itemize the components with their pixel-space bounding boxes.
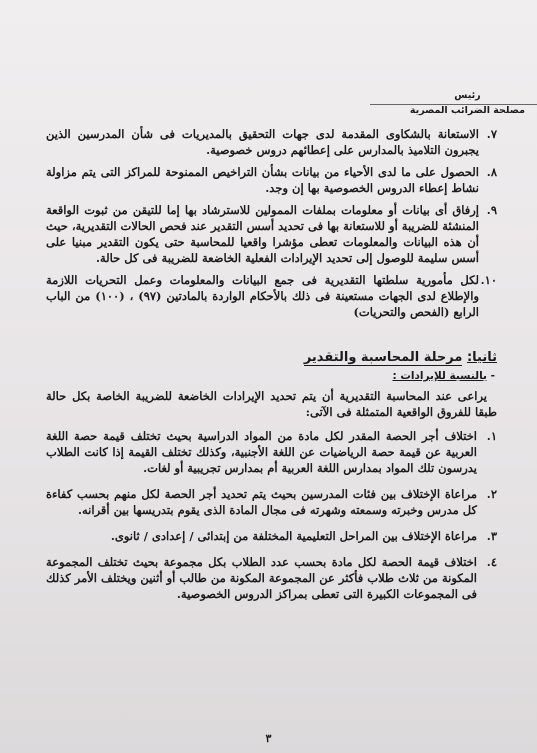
list-item-text: لكل مأمورية سلطتها التقديرية فى جمع البيانات والمعلومات وعمل التحريات اللازمة والإطلاع لدى الجهات مستعينة فى ذلك بالأحكام الواردة بالمادتين (٩٧) ، (١٠٠) من الباب الرابع (الفحص والتحريات) <box>46 273 479 319</box>
intro-paragraph: يراعى عند المحاسبة التقديرية أن يتم تحديد الإيرادات الخاضعة للضريبة الخاصة بكل حالة طبقا للفروق الواقعية المتمثلة فى الآتى: <box>46 389 497 419</box>
list-item-number: ١. <box>486 429 497 443</box>
list-item <box>46 164 497 196</box>
signature-title: رئيس <box>454 90 481 101</box>
list-item-number: ٨. <box>486 165 497 179</box>
list-item-text: إرفاق أى بيانات أو معلومات بملفات الممولين للاسترشاد بها إما للتيقن من ثبوت الواقعة المنشئة للضريبة أو للاستعانة بها فى تحديد أسس التقدير عند فحص الحالات التقديرية، حيث أن هذه البيانات والمعلومات تعطى مؤشرا واقعيا للمحاسبة حتى يكون التقدير مبنيا على أسس سليمة للوصول إلى تحديد الإيرادات الفعلية الخاضعة للضريبة فى كل حالة. <box>46 203 479 265</box>
document-body <box>46 126 497 612</box>
section-number: ثانيا: <box>466 350 497 365</box>
list-item-number: ٢. <box>486 487 497 501</box>
list-item-text: الاستعانة بالشكاوى المقدمة لدى جهات التحقيق بالمديريات فى شأن المدرسين الذين يجبرون التلاميذ بالمدارس على إعطائهم دروس خصوصية. <box>46 127 479 157</box>
list-continued <box>46 126 497 320</box>
list-item <box>46 126 497 158</box>
list-item <box>46 202 497 266</box>
page-number: ٣ <box>265 732 272 745</box>
signature-organization: مصلحة الضرائب المصرية <box>409 105 525 116</box>
list-item <box>46 272 497 320</box>
list-item-number: ٤. <box>486 555 497 569</box>
list-item-number: ٣. <box>486 529 497 543</box>
section-title: مرحلة المحاسبة والتقدير <box>303 350 463 365</box>
list-item-text: مراعاة الإختلاف بين فئات المدرسين بحيث يتم تحديد أجر الحصة لكل منهم بحسب كفاءة كل مدرس وخبرته وسمعته وشهرته فى مجال المادة الذى يقوم بتدريسها بين أقرانه. <box>46 487 477 517</box>
list-item-text: الحصول على ما لدى الأحياء من بيانات بشأن التراخيص الممنوحة للمراكز التى يتم مزاولة نشاط إعطاء الدروس الخصوصية بها إن وجد. <box>46 165 479 195</box>
signature-block <box>410 90 525 117</box>
list-item-text: اختلاف قيمة الحصة لكل مادة بحسب عدد الطلاب بكل مجموعة بحيث تختلف المجموعة المكونة من ثلاث طلاب فأكثر عن المجموعة المكونة من طالب أو أثنين ويختلف الأمر كذلك فى المجموعات الكبيرة التى تعطى بمراكز الدروس الخصوصية. <box>46 555 477 601</box>
list-item-number: ١٠. <box>480 273 497 287</box>
list-item-number: ٧. <box>486 127 497 141</box>
list-item <box>46 428 497 476</box>
list-item-number: ٩. <box>486 203 497 217</box>
list-item-text: مراعاة الإختلاف بين المراحل التعليمية المختلفة من إبتدائى / إعدادى / ثانوى. <box>110 529 477 543</box>
list-item <box>46 528 497 544</box>
list-item-text: اختلاف أجر الحصة المقدر لكل مادة من المواد الدراسية بحيث تختلف قيمة حصة اللغة العربية عن قيمة حصة الرياضيات عن اللغة الأجنبية، وكذلك تختلف القيمة إذا كانت الطلاب يدرسون تلك المواد بمدارس اللغة العربية أم بمدارس تجريبية أو لغات. <box>46 429 477 475</box>
subheading: - بالنسبة للإيرادات : <box>392 370 495 382</box>
subheading-text: بالنسبة للإيرادات : <box>392 370 487 382</box>
list-item <box>46 486 497 518</box>
section-heading <box>46 350 497 366</box>
factors-list <box>46 428 497 602</box>
list-item <box>46 554 497 602</box>
